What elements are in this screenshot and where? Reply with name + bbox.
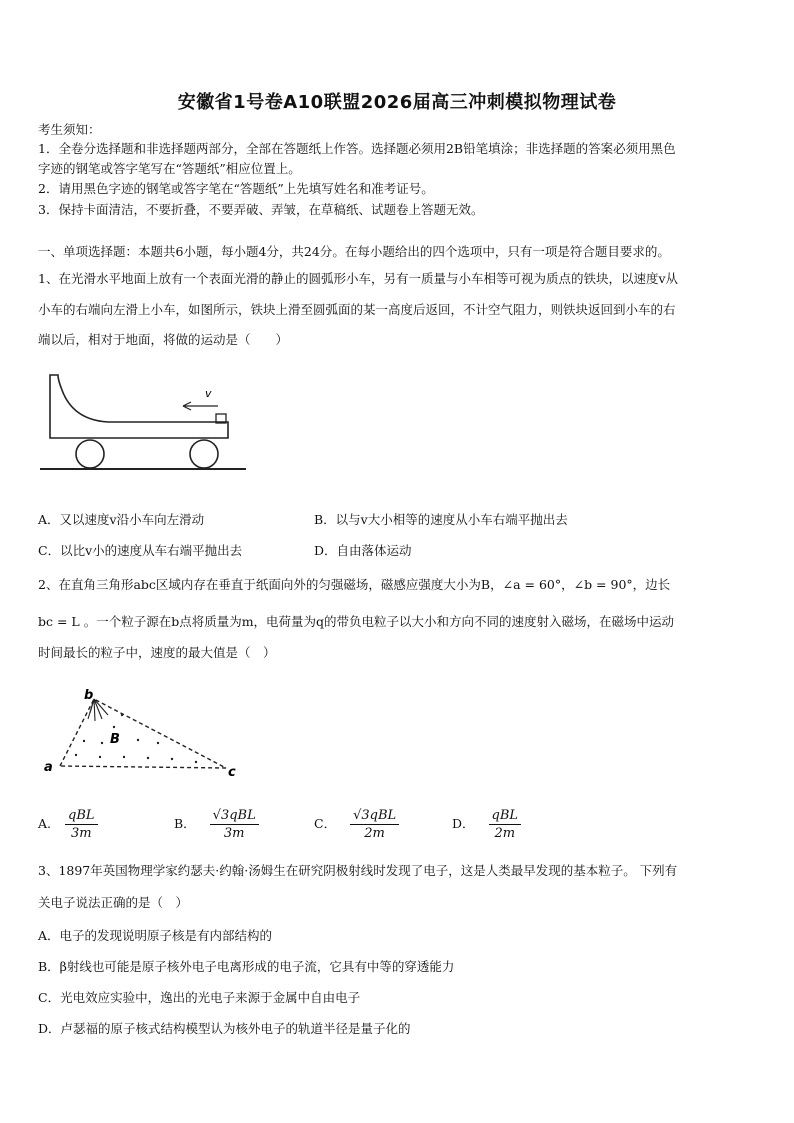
q1-option-a: A．又以速度v沿小车向左滑动 xyxy=(38,512,205,527)
q2-option-d-denominator: 2m xyxy=(494,826,516,841)
q2-option-d xyxy=(452,808,521,841)
q1-line-1: 1、在光滑水平地面上放有一个表面光滑的静止的圆弧形小车，另有一质量与小车相等可视为质点的铁块，以速度v从 xyxy=(38,271,679,286)
q2-option-c xyxy=(314,808,399,841)
q2-option-b xyxy=(174,808,259,841)
q3-line-2: 关电子说法正确的是（ ） xyxy=(38,895,189,910)
q2-option-a-numerator: qBL xyxy=(65,808,98,825)
vertex-b-label: b xyxy=(84,688,94,703)
q2-option-a-label: A. xyxy=(38,816,52,831)
q2-line-1: 2、在直角三角形abc区域内存在垂直于纸面向外的匀强磁场，磁感应强度大小为B，∠a = 60°，∠b = 90°，边长 xyxy=(38,577,671,592)
q1-line-2: 小车的右端向左滑上小车，如图所示，铁块上滑至圆弧面的某一高度后返回，不计空气阻力，则铁块返回到小车的右 xyxy=(38,302,676,317)
q1-line-3: 端以后，相对于地面，将做的运动是（ ） xyxy=(38,332,289,347)
q2-option-c-label: C． xyxy=(314,816,337,831)
q3-option-d: D．卢瑟福的原子核式结构模型认为核外电子的轨道半径是量子化的 xyxy=(38,1021,411,1036)
q2-triangle-figure xyxy=(40,685,250,780)
q3-option-c: C．光电效应实验中，逸出的光电子来源于金属中自由电子 xyxy=(38,990,361,1005)
page-title: 安徽省1号卷A10联盟2026届高三冲刺模拟物理试卷 xyxy=(177,92,617,113)
notice-heading: 考生须知： xyxy=(38,122,101,137)
q2-option-c-denominator: 2m xyxy=(364,826,385,841)
vertex-c-label: c xyxy=(228,765,236,780)
q3-line-1: 3、1897年英国物理学家约瑟夫·约翰·汤姆生在研究阴极射线时发现了电子，这是人类最早发现的基本粒子。 下列有 xyxy=(38,863,678,878)
notice-item-2: 2．请用黑色字迹的钢笔或答字笔在“答题纸”上先填写姓名和准考证号。 xyxy=(38,181,434,196)
q2-option-b-denominator: 3m xyxy=(223,826,245,841)
q2-option-d-label: D． xyxy=(452,816,475,831)
q2-option-a-denominator: 3m xyxy=(70,826,92,841)
q2-option-d-numerator: qBL xyxy=(489,808,522,825)
vertex-a-label: a xyxy=(44,760,53,775)
q3-option-a: A．电子的发现说明原子核是有内部结构的 xyxy=(38,928,273,943)
q2-line-3: 时间最长的粒子中，速度的最大值是（ ） xyxy=(38,645,276,660)
q2-option-a xyxy=(38,808,98,841)
q3-option-b: B．β射线也可能是原子核外电子电离形成的电子流，它具有中等的穿透能力 xyxy=(38,959,455,974)
notice-item-3: 3．保持卡面清洁，不要折叠，不要弄破、弄皱，在草稿纸、试题卷上答题无效。 xyxy=(38,202,484,217)
q1-option-b: B．以与v大小相等的速度从小车右端平抛出去 xyxy=(314,512,568,527)
section-heading: 一、单项选择题：本题共6小题，每小题4分，共24分。在每小题给出的四个选项中，只有一项是符合题目要求的。 xyxy=(38,244,670,259)
q2-line-2: bc = L 。一个粒子源在b点将质量为m，电荷量为q的带负电粒子以大小和方向不同的速度射入磁场，在磁场中运动 xyxy=(38,614,675,629)
notice-item-1-line-2: 字迹的钢笔或答字笔写在“答题纸”相应位置上。 xyxy=(38,161,301,176)
q1-cart-figure xyxy=(38,370,248,480)
q2-option-b-label: B． xyxy=(174,816,196,831)
q2-option-c-numerator: √3qBL xyxy=(350,808,399,825)
notice-item-1-line-1: 1．全卷分选择题和非选择题两部分，全部在答题纸上作答。选择题必须用2B铅笔填涂；非选择题的答案必须用黑色 xyxy=(38,141,676,156)
q1-option-c: C．以比v小的速度从车右端平抛出去 xyxy=(38,543,243,558)
right-wheel xyxy=(190,440,218,468)
q2-option-b-numerator: √3qBL xyxy=(210,808,259,825)
field-b-label: B xyxy=(110,732,120,747)
triangle-abc xyxy=(60,699,226,768)
q1-option-d: D．自由落体运动 xyxy=(314,543,412,558)
left-wheel xyxy=(76,440,104,468)
velocity-label: v xyxy=(205,387,212,400)
